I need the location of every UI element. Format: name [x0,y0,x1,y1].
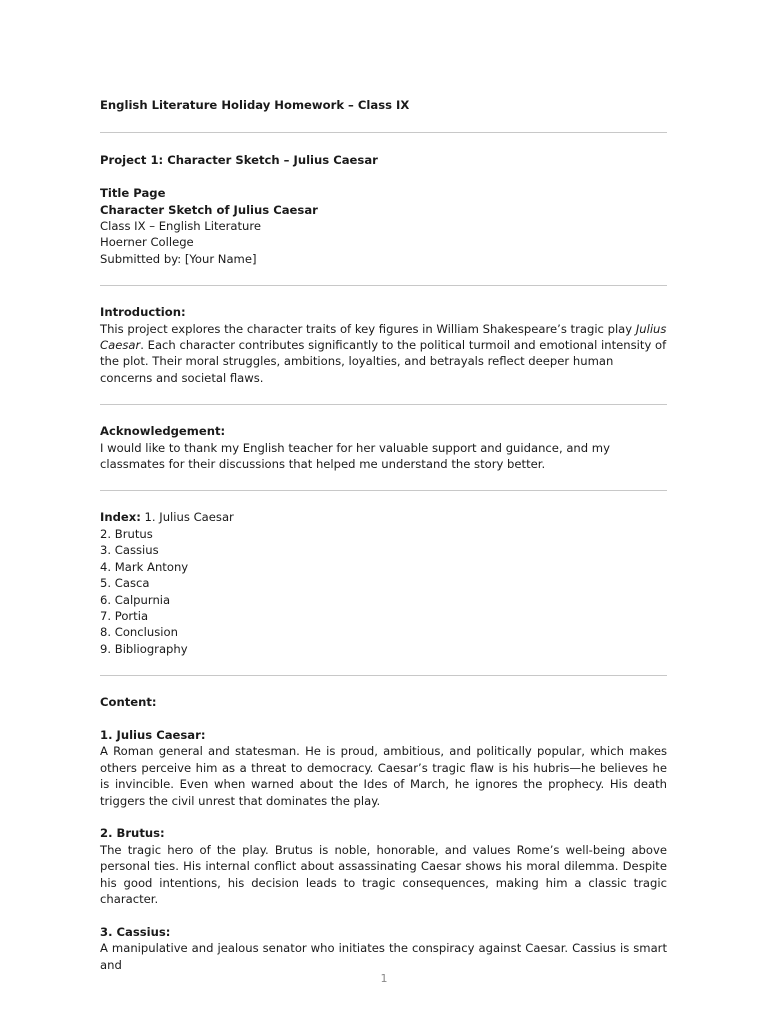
title-page-class: Class IX – English Literature [100,219,262,234]
index-item: 5. Casca [100,576,150,591]
introduction-section [100,304,667,386]
acknowledgement-heading: Acknowledgement: [100,424,226,439]
project-heading: Project 1: Character Sketch – Julius Caesar [100,153,378,168]
index-section [100,509,667,657]
introduction-text [100,321,667,387]
document-title: English Literature Holiday Homework – Class IX [100,98,410,112]
title-page-submitted: Submitted by: [Your Name] [100,251,257,266]
introduction-text-after: . Each character contributes significantly to the political turmoil and emotional intensity of the plot. Their moral struggles, ambitions, loyalties, and betrayals reflect deeper human concerns and societal flaws. [100,338,667,385]
title-page-label: Title Page [100,186,166,201]
index-item: 7. Portia [100,608,149,623]
introduction-heading: Introduction: [100,305,186,320]
index-item: 4. Mark Antony [100,559,189,574]
acknowledgement-section [100,423,667,472]
index-item: 2. Brutus [100,526,153,541]
content-heading: Content: [100,695,157,710]
document-page [100,97,667,973]
index-item: 3. Cassius [100,543,159,558]
title-page-title: Character Sketch of Julius Caesar [100,202,318,217]
section-heading: 2. Brutus: [100,826,165,841]
acknowledgement-text: I would like to thank my English teacher for her valuable support and guidance, and my classmates for their discussions that helped me understand the story better. [100,440,610,472]
section-text: The tragic hero of the play. Brutus is noble, honorable, and values Rome’s well-being above personal ties. His internal conflict about assassinating Caesar shows his moral dilemma. Despite his good intentions, his decision leads to tragic consequences, making him a classic tragic character. [100,842,667,906]
section-heading: 3. Cassius: [100,924,171,939]
index-item: 8. Conclusion [100,625,178,640]
index-heading: Index: [100,510,141,525]
content-section [100,694,667,973]
title-page-school: Hoerner College [100,235,194,250]
section-heading: 1. Julius Caesar: [100,727,206,742]
introduction-text-before: This project explores the character traits of key figures in William Shakespeare’s tragic play [100,321,636,336]
section-text: A manipulative and jealous senator who initiates the conspiracy against Caesar. Cassius is smart and [100,941,667,972]
page-number: 1 [380,972,388,985]
index-item: 9. Bibliography [100,641,188,656]
index-item: 6. Calpurnia [100,592,171,607]
play-title: Julius Caesar [100,321,667,353]
title-page-section [100,185,667,267]
index-item: 1. Julius Caesar [144,510,234,525]
section-text: A Roman general and statesman. He is proud, ambitious, and politically popular, which makes others perceive him as a threat to democracy. Caesar’s tragic flaw is his hubris—he believes he is invincible. Even when warned about the Ides of March, he ignores the prophecy. His death triggers the civil unrest that dominates the play. [100,744,667,808]
